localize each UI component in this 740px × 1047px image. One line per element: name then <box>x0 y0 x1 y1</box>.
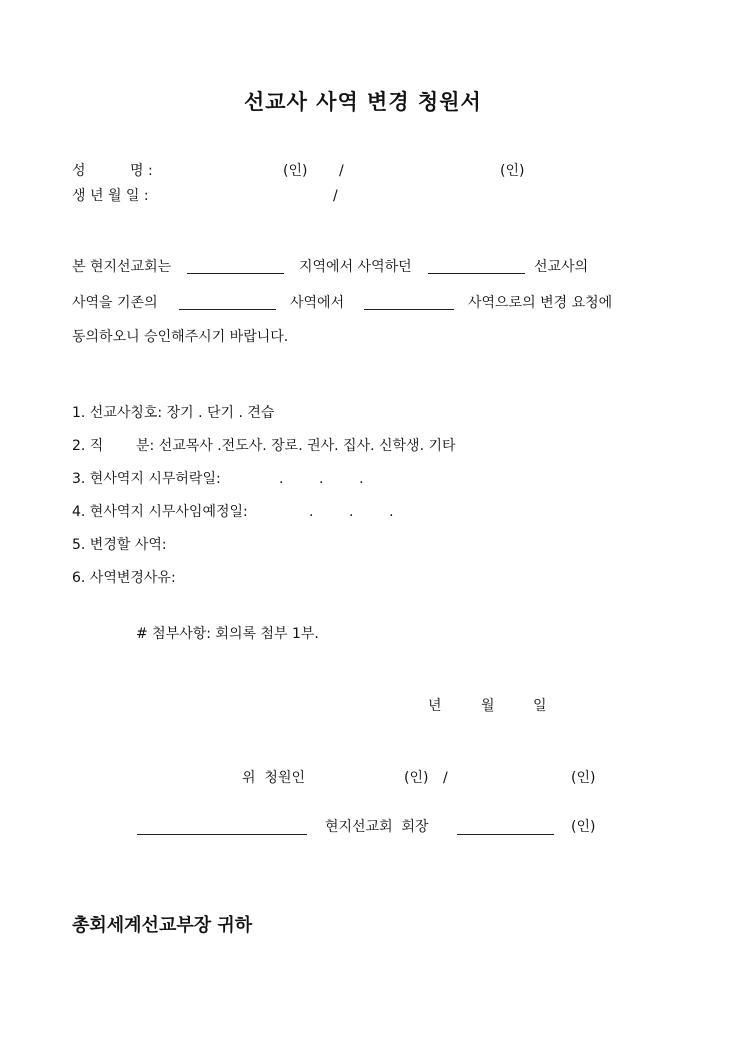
item-service-start: 3. 현사역지 시무허락일: <box>72 471 221 487</box>
body-line2-a: 사역을 기존의 <box>72 295 158 311</box>
item-position-options: 분: 선교목사 .전도사. 장로. 권사. 집사. 신학생. 기타 <box>136 438 456 454</box>
item-service-end-dots: . . . <box>309 504 394 520</box>
body-line2-b: 사역에서 <box>290 295 345 311</box>
item-new-ministry: 5. 변경할 사역: <box>72 537 167 553</box>
name-label: 성 명 : <box>72 163 153 179</box>
name-slash: / <box>339 163 344 179</box>
president-name-blank[interactable] <box>457 834 554 835</box>
item-change-reason: 6. 사역변경사유: <box>72 570 176 586</box>
body-line1-a: 본 현지선교회는 <box>72 259 172 275</box>
petitioner-seal-1: (인) <box>404 770 429 786</box>
birth-label: 생 년 월 일 : <box>72 188 149 204</box>
recipient-line: 총회세계선교부장 귀하 <box>72 915 253 936</box>
date-day: 일 <box>533 698 547 714</box>
body-line1-c: 선교사의 <box>534 259 589 275</box>
date-month: 월 <box>481 698 495 714</box>
region-blank[interactable] <box>187 273 284 274</box>
birth-slash: / <box>333 188 338 204</box>
date-year: 년 <box>428 698 442 714</box>
name-seal-2: (인) <box>500 163 525 179</box>
body-line1-b: 지역에서 사역하던 <box>299 259 412 275</box>
petitioner-label: 위 청원인 <box>242 770 305 786</box>
body-line3: 동의하오니 승인해주시기 바랍니다. <box>72 329 289 345</box>
document-title: 선교사 사역 변경 청원서 <box>244 90 482 114</box>
attachment-note: # 첨부사항: 회의록 첨부 1부. <box>136 626 319 642</box>
item-service-end: 4. 현사역지 시무사임예정일: <box>72 504 248 520</box>
church-name-blank[interactable] <box>137 834 307 835</box>
name-seal-1: (인) <box>283 163 308 179</box>
president-label: 현지선교회 회장 <box>325 819 429 835</box>
missionary-blank[interactable] <box>428 273 525 274</box>
new-ministry-blank[interactable] <box>364 309 454 310</box>
item-position-label: 2. 직 <box>72 438 104 454</box>
body-line2-c: 사역으로의 변경 요청에 <box>468 295 613 311</box>
petitioner-seal-2: (인) <box>571 770 596 786</box>
item-service-start-dots: . . . <box>279 471 364 487</box>
president-seal: (인) <box>571 819 596 835</box>
existing-ministry-blank[interactable] <box>179 309 276 310</box>
item-missionary-title: 1. 선교사칭호: 장기 . 단기 . 견습 <box>72 405 275 421</box>
petitioner-slash: / <box>443 770 448 786</box>
